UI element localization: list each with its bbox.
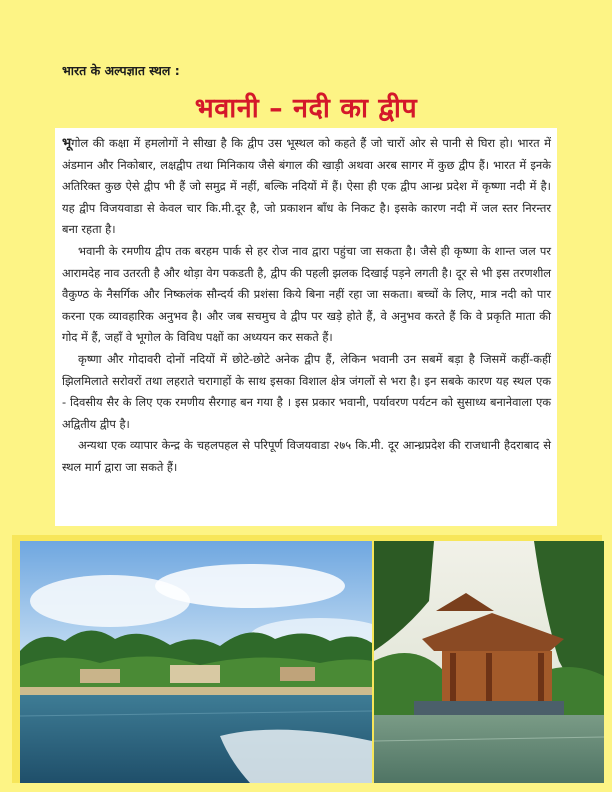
drop-first-word: भू: [62, 136, 72, 151]
article-body: [62, 133, 551, 479]
paragraph-2: भवानी के रमणीय द्वीप तक बरहम पार्क से हर रोज नाव द्वारा पहुंचा जा सकता है। जैसे ही कृष्णा के शान्त जल पर आरामदेह नाव उतरती है और थोड़ा वेग पकडती है, द्वीप की पहली झलक दिखाई पड़ने लगती है। दूर से भी इस तरणशील वैकुण्ठ के नैसर्गिक और निष्कलंक सौन्दर्य की प्रशंसा किये बिना नहीं रहा जा सकता। बच्चों के लिए, मात्र नदी को पार करना एक व्यावहारिक अनुभव है। और जब सचमुच वे द्वीप पर खड़े होते हैं, वे अनुभव करते हैं कि वे प्रकृति माता की गोद में हैं, जहाँ वे भूगोल के विविध पक्षों का अध्ययन कर सकते हैं।: [62, 243, 551, 345]
paragraph-4: अन्यथा एक व्यापार केन्द्र के चहलपहल से परिपूर्ण विजयवाडा २७५ कि.मी. दूर आन्ध्रप्रदेश की राजधानी हैदराबाद से स्थल मार्ग द्वारा जा सकते हैं।: [62, 438, 551, 474]
paragraph-3: कृष्णा और गोदावरी दोनों नदियों में छोटे-छोटे अनेक द्वीप हैं, लेकिन भवानी उन सबमें बड़ा है जिसमें कहीं-कहीं झिलमिलाते सरोवरों तथा लहराते चरागाहों के साथ इसका विशाल क्षेत्र जंगलों से भरा है। इन सबके कारण यह स्थल एक - दिवसीय सैर के लिए एक रमणीय सैरगाह बन गया है । इस प्रकार भवानी, पर्यावरण पर्यटन को सुसाध्य बनानेवाला एक अद्वितीय द्वीप है।: [62, 351, 551, 431]
island-pavilion-photo: [374, 541, 604, 783]
river-island-photo: [20, 541, 372, 783]
section-kicker: भारत के अल्पज्ञात स्थल :: [62, 63, 180, 78]
paragraph-1-text: गोल की कक्षा में हमलोगों ने सीखा है कि द्वीप उस भूस्थल को कहते हैं जो चारों ओर से पानी से घिरा हो। भारत में अंडमान और निकोबार, लक्षद्वीप तथा मिनिकाय जैसे बंगाल की खाड़ी अथवा अरब सागर में कुछ द्वीप हैं। भारत में इनके अतिरिक्त कुछ ऐसे द्वीप भी हैं जो समुद्र में नहीं, बल्कि नदियों में हैं। ऐसा ही एक द्वीप आन्ध्र प्रदेश में कृष्णा नदी में है। यह द्वीप विजयवाडा से केवल चार कि.मी.दूर है, जो प्रकाशन बाँध के निकट है। इसके कारण नदी में जल स्तर निरन्तर बना रहता है।: [62, 136, 551, 237]
page-title: भवानी – नदी का द्वीप: [194, 93, 418, 124]
paragraph-1: [62, 133, 551, 241]
